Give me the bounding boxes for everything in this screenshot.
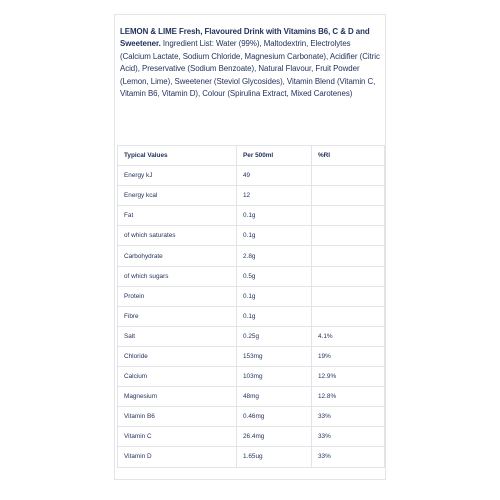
per-500ml-value: 1.65ug <box>237 447 312 467</box>
ri-value <box>312 226 385 246</box>
nutrient-name: Protein <box>118 286 237 306</box>
ingredients-paragraph <box>120 26 382 100</box>
table-row <box>118 346 385 366</box>
nutrient-name: Fibre <box>118 306 237 326</box>
ri-value <box>312 166 385 186</box>
table-row <box>118 226 385 246</box>
nutrient-name: Magnesium <box>118 387 237 407</box>
nutrient-name: Calcium <box>118 367 237 387</box>
per-500ml-value: 0.1g <box>237 226 312 246</box>
per-500ml-value: 153mg <box>237 346 312 366</box>
nutrient-name: Vitamin B6 <box>118 407 237 427</box>
nutrient-name: of which saturates <box>118 226 237 246</box>
nutrition-header-row <box>118 146 385 166</box>
per-500ml-value: 103mg <box>237 367 312 387</box>
ri-value <box>312 286 385 306</box>
table-row <box>118 367 385 387</box>
nutrition-table <box>117 145 385 468</box>
table-row <box>118 326 385 346</box>
table-row <box>118 306 385 326</box>
ingredient-list: Ingredient List: Water (99%), Maltodextrin, Electrolytes (Calcium Lactate, Sodium Chloride, Magnesium Carbonate), Acidifier (Citric Acid), Preservative (Sodium Benzoate), Natural Flavour, Fruit Powder (Lemon, Lime), Sweetener (Steviol Glycosides), Vitamin Blend (Vitamin C, Vitamin B6, Vitamin D), Colour (Spirulina Extract, Mixed Carotenes) <box>120 39 380 99</box>
nutrient-name: of which sugars <box>118 266 237 286</box>
per-500ml-value: 0.46mg <box>237 407 312 427</box>
nutrient-name: Vitamin C <box>118 427 237 447</box>
per-500ml-value: 0.5g <box>237 266 312 286</box>
per-500ml-value: 26.4mg <box>237 427 312 447</box>
nutrition-body <box>118 166 385 467</box>
table-row <box>118 407 385 427</box>
table-row <box>118 206 385 226</box>
per-500ml-value: 0.1g <box>237 206 312 226</box>
ri-value <box>312 306 385 326</box>
nutrient-name: Salt <box>118 326 237 346</box>
per-500ml-value: 2.8g <box>237 246 312 266</box>
ri-value: 33% <box>312 447 385 467</box>
nutrient-name: Vitamin D <box>118 447 237 467</box>
table-row <box>118 166 385 186</box>
ri-value <box>312 186 385 206</box>
nutrient-name: Energy kJ <box>118 166 237 186</box>
table-row <box>118 387 385 407</box>
ri-value: 33% <box>312 407 385 427</box>
header-ri: %RI <box>312 146 385 166</box>
ri-value <box>312 206 385 226</box>
per-500ml-value: 0.1g <box>237 286 312 306</box>
table-row <box>118 246 385 266</box>
per-500ml-value: 12 <box>237 186 312 206</box>
nutrient-name: Fat <box>118 206 237 226</box>
nutrient-name: Energy kcal <box>118 186 237 206</box>
table-row <box>118 286 385 306</box>
per-500ml-value: 0.25g <box>237 326 312 346</box>
table-row <box>118 427 385 447</box>
ri-value: 12.8% <box>312 387 385 407</box>
nutrient-name: Chloride <box>118 346 237 366</box>
table-row <box>118 447 385 467</box>
ri-value <box>312 246 385 266</box>
product-info-card <box>114 14 386 480</box>
table-row <box>118 186 385 206</box>
per-500ml-value: 49 <box>237 166 312 186</box>
product-name: LEMON & LIME Fresh, Flavoured Drink with Vitamins B6, C & D and Sweetener. <box>120 27 370 49</box>
ri-value: 33% <box>312 427 385 447</box>
ri-value: 19% <box>312 346 385 366</box>
per-500ml-value: 48mg <box>237 387 312 407</box>
header-per-500ml: Per 500ml <box>237 146 312 166</box>
nutrient-name: Carbohydrate <box>118 246 237 266</box>
ri-value <box>312 266 385 286</box>
table-row <box>118 266 385 286</box>
header-typical-values: Typical Values <box>118 146 237 166</box>
per-500ml-value: 0.1g <box>237 306 312 326</box>
ri-value: 4.1% <box>312 326 385 346</box>
ri-value: 12.9% <box>312 367 385 387</box>
